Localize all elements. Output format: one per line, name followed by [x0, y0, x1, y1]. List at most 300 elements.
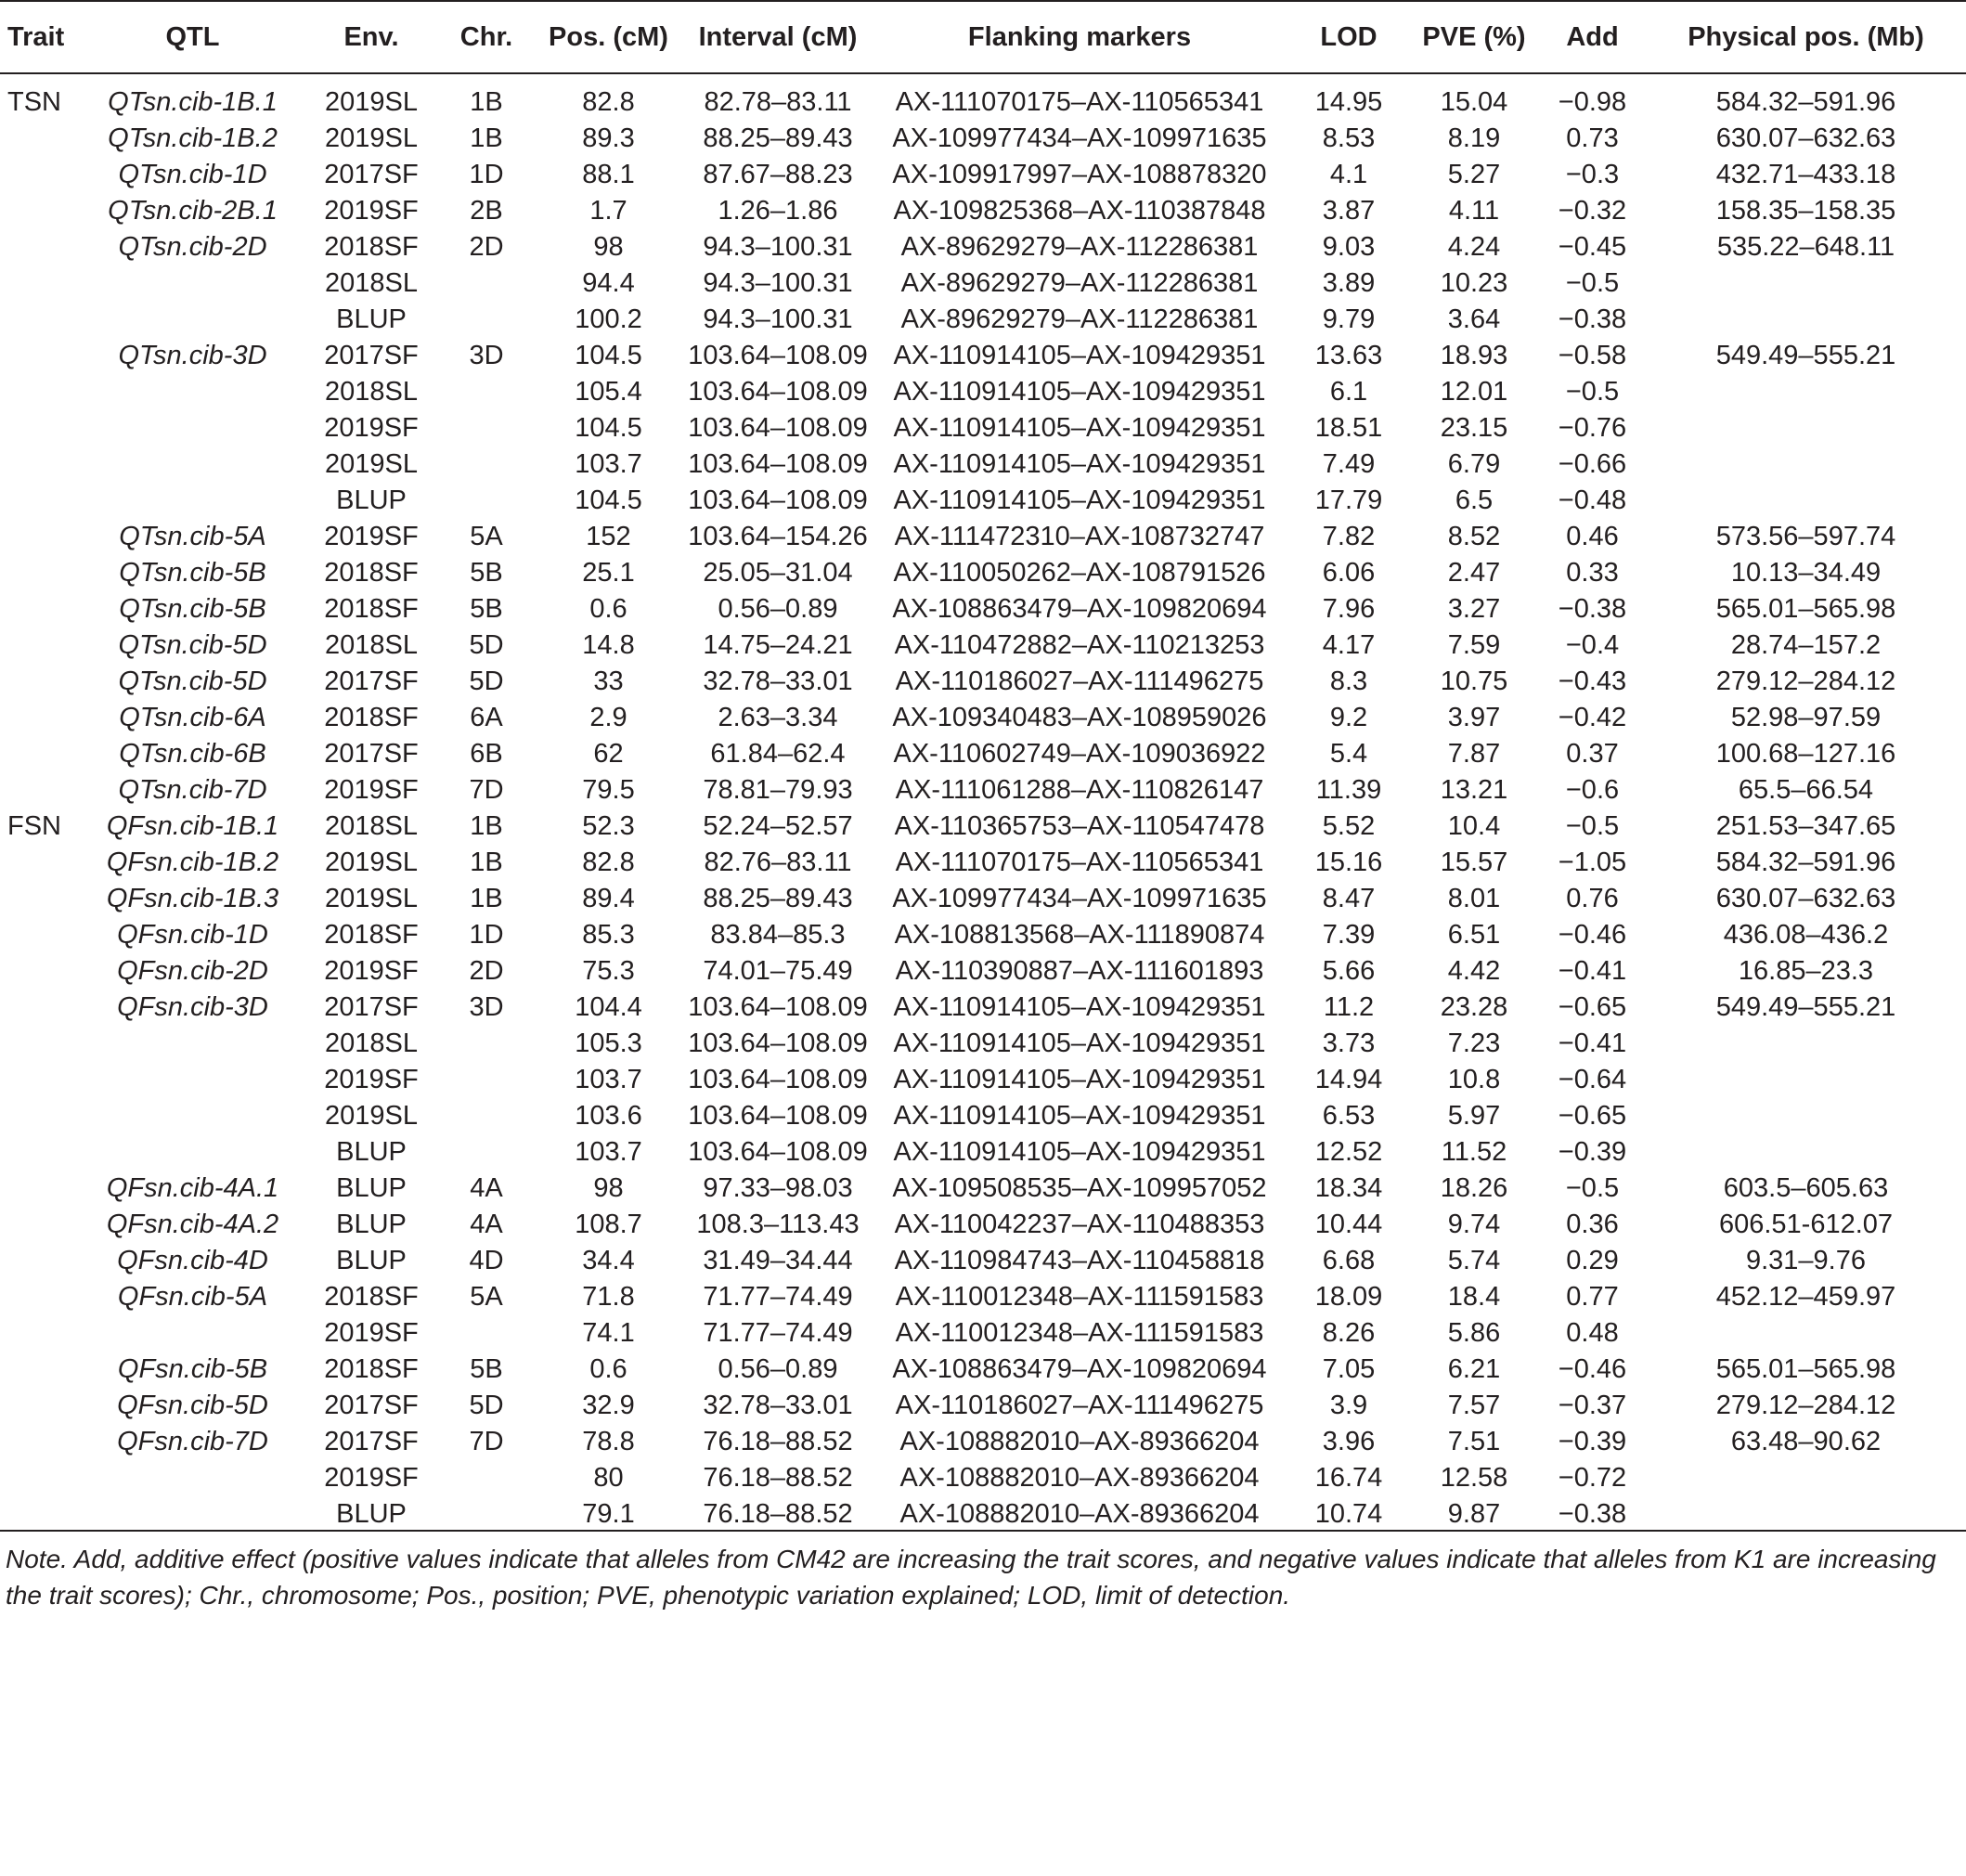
table-row — [0, 1276, 1966, 1313]
pve-cell: 3.27 — [1447, 594, 1501, 624]
chr-cell: 1D — [469, 160, 504, 189]
env-cell: 2019SF — [324, 1318, 419, 1348]
physical-pos-cell: 63.48–90.62 — [1730, 1427, 1882, 1456]
env-cell: BLUP — [336, 1137, 407, 1167]
interval-cell: 88.25–89.43 — [703, 123, 853, 153]
chr-cell: 1B — [470, 123, 503, 153]
lod-cell: 9.2 — [1329, 703, 1368, 732]
flanking-markers-cell: AX-110186027–AX-111496275 — [895, 666, 1264, 696]
add-cell: −0.39 — [1558, 1137, 1627, 1167]
pos-cell: 103.7 — [575, 1137, 642, 1167]
table-row — [0, 1168, 1966, 1204]
interval-cell: 88.25–89.43 — [703, 884, 853, 913]
add-cell: −0.46 — [1558, 1354, 1627, 1384]
physical-pos-cell — [1646, 444, 1966, 480]
pos-cell: 105.4 — [575, 377, 642, 407]
qtl-cell — [84, 444, 302, 480]
flanking-markers-cell: AX-89629279–AX-112286381 — [900, 304, 1259, 334]
lod-cell: 9.79 — [1322, 304, 1376, 334]
chr-cell: 1D — [469, 920, 504, 950]
physical-pos-cell: 251.53–347.65 — [1715, 811, 1896, 841]
pos-cell: 79.1 — [532, 1494, 685, 1531]
pos-cell: 0.6 — [589, 594, 627, 624]
table-row — [0, 1385, 1966, 1421]
physical-pos-cell: 565.01–565.98 — [1715, 1354, 1896, 1384]
qtl-cell: QFsn.cib-4A.2 — [106, 1210, 279, 1239]
header-physical-pos: Physical pos. (Mb) — [1646, 1, 1966, 73]
pos-cell: 71.8 — [582, 1282, 635, 1312]
pos-cell: 89.4 — [582, 884, 635, 913]
qtl-cell: QTsn.cib-5B — [119, 594, 266, 624]
table-row — [0, 335, 1966, 371]
trait-cell — [0, 625, 84, 661]
flanking-markers-cell: AX-110914105–AX-109429351 — [893, 992, 1266, 1022]
flanking-markers-cell: AX-110012348–AX-111591583 — [895, 1318, 1264, 1348]
interval-cell: 0.56–0.89 — [718, 594, 838, 624]
header-trait: Trait — [0, 1, 84, 73]
physical-pos-cell — [1646, 1095, 1966, 1132]
physical-pos-cell: 606.51-612.07 — [1718, 1210, 1894, 1239]
flanking-markers-cell: AX-110042237–AX-110488353 — [894, 1210, 1265, 1239]
lod-cell: 7.96 — [1322, 594, 1376, 624]
env-cell: 2019SF — [324, 1065, 419, 1094]
env-cell: 2019SF — [324, 1463, 419, 1493]
pve-cell: 4.24 — [1447, 232, 1501, 262]
physical-pos-cell — [1646, 1313, 1966, 1349]
table-row — [0, 1023, 1966, 1059]
env-cell: 2017SF — [324, 341, 419, 370]
trait-cell — [0, 335, 84, 371]
lod-cell: 5.52 — [1322, 811, 1376, 841]
lod-cell: 5.4 — [1329, 739, 1368, 769]
table-row — [0, 299, 1966, 335]
qtl-cell: QFsn.cib-5B — [117, 1354, 268, 1384]
trait-cell — [0, 697, 84, 733]
flanking-markers-cell: AX-111070175–AX-110565341 — [895, 87, 1264, 117]
physical-pos-cell: 52.98–97.59 — [1730, 703, 1882, 732]
chr-cell — [441, 1132, 532, 1168]
lod-cell: 4.1 — [1329, 160, 1368, 189]
interval-cell: 31.49–34.44 — [703, 1246, 853, 1275]
chr-cell: 3D — [469, 341, 504, 370]
flanking-markers-cell: AX-110050262–AX-108791526 — [893, 558, 1266, 588]
flanking-markers-cell: AX-110602749–AX-109036922 — [893, 739, 1266, 769]
header-flanking-markers: Flanking markers — [871, 1, 1288, 73]
interval-cell: 108.3–113.43 — [696, 1210, 860, 1239]
chr-cell — [441, 480, 532, 516]
interval-cell: 103.64–154.26 — [688, 522, 868, 551]
chr-cell — [441, 371, 532, 408]
env-cell: 2018SL — [325, 377, 418, 407]
trait-cell — [0, 299, 84, 335]
env-cell: 2019SF — [324, 413, 419, 443]
chr-cell: 5B — [470, 1354, 503, 1384]
add-cell: 0.73 — [1566, 123, 1619, 153]
pve-cell: 8.01 — [1447, 884, 1501, 913]
table-row — [0, 154, 1966, 190]
physical-pos-cell: 10.13–34.49 — [1730, 558, 1882, 588]
trait-cell — [0, 1421, 84, 1457]
physical-pos-cell: 549.49–555.21 — [1715, 341, 1896, 370]
chr-cell: 2D — [469, 232, 504, 262]
pve-cell: 5.97 — [1447, 1101, 1501, 1131]
trait-cell — [0, 516, 84, 552]
trait-cell — [0, 1349, 84, 1385]
table-row — [0, 770, 1966, 806]
flanking-markers-cell: AX-110914105–AX-109429351 — [893, 1029, 1266, 1058]
table-row — [0, 1059, 1966, 1095]
table-row — [0, 444, 1966, 480]
interval-cell: 61.84–62.4 — [710, 739, 846, 769]
lod-cell: 8.3 — [1329, 666, 1368, 696]
qtl-cell: QFsn.cib-4A.1 — [106, 1173, 279, 1203]
qtl-cell — [84, 299, 302, 335]
flanking-markers-cell: AX-108863479–AX-109820694 — [892, 1354, 1267, 1384]
env-cell: BLUP — [336, 1173, 407, 1203]
env-cell: 2019SL — [325, 884, 418, 913]
qtl-cell — [84, 1457, 302, 1494]
env-cell: 2019SF — [324, 956, 419, 986]
table-row — [0, 73, 1966, 118]
flanking-markers-cell: AX-111070175–AX-110565341 — [895, 847, 1264, 877]
table-row — [0, 1457, 1966, 1494]
table-row — [0, 987, 1966, 1023]
physical-pos-cell — [1646, 299, 1966, 335]
pve-cell: 4.11 — [1448, 196, 1500, 226]
pve-cell: 2.47 — [1447, 558, 1501, 588]
interval-cell: 76.18–88.52 — [703, 1463, 853, 1493]
trait-cell — [0, 842, 84, 878]
add-cell: −0.72 — [1558, 1463, 1627, 1493]
interval-cell: 2.63–3.34 — [718, 703, 838, 732]
pve-cell: 11.52 — [1441, 1137, 1507, 1167]
add-cell: 0.37 — [1566, 739, 1619, 769]
chr-cell — [441, 1095, 532, 1132]
chr-cell — [441, 1023, 532, 1059]
interval-cell: 0.56–0.89 — [718, 1354, 838, 1384]
env-cell: 2019SL — [325, 123, 418, 153]
qtl-cell: QTsn.cib-1B.2 — [108, 123, 278, 153]
interval-cell: 14.75–24.21 — [703, 630, 853, 660]
pve-cell: 9.87 — [1409, 1494, 1539, 1531]
flanking-markers-cell: AX-110914105–AX-109429351 — [893, 485, 1266, 515]
pve-cell: 15.57 — [1440, 847, 1508, 877]
lod-cell: 7.82 — [1322, 522, 1376, 551]
add-cell: −0.3 — [1565, 160, 1620, 189]
trait-cell — [0, 1095, 84, 1132]
pos-cell: 0.6 — [589, 1354, 627, 1384]
add-cell: −0.76 — [1558, 413, 1627, 443]
chr-cell — [441, 1494, 532, 1531]
add-cell: −0.46 — [1558, 920, 1627, 950]
add-cell: −0.48 — [1558, 485, 1627, 515]
trait-cell — [0, 444, 84, 480]
qtl-cell: QTsn.cib-2D — [118, 232, 267, 262]
flanking-markers-cell: AX-110914105–AX-109429351 — [893, 1137, 1266, 1167]
qtl-cell: QFsn.cib-7D — [117, 1427, 268, 1456]
flanking-markers-cell: AX-108882010–AX-89366204 — [871, 1494, 1288, 1531]
lod-cell: 11.39 — [1315, 775, 1382, 805]
qtl-cell — [84, 1023, 302, 1059]
add-cell: 0.33 — [1566, 558, 1619, 588]
chr-cell: 7D — [469, 775, 504, 805]
interval-cell: 103.64–108.09 — [688, 341, 868, 370]
lod-cell: 18.09 — [1314, 1282, 1383, 1312]
chr-cell — [441, 1457, 532, 1494]
env-cell: 2018SF — [324, 1354, 419, 1384]
env-cell: BLUP — [336, 485, 407, 515]
chr-cell: 1B — [470, 811, 503, 841]
env-cell: 2017SF — [324, 992, 419, 1022]
pos-cell: 104.5 — [575, 341, 642, 370]
physical-pos-cell: 432.71–433.18 — [1715, 160, 1896, 189]
lod-cell: 7.05 — [1322, 1354, 1376, 1384]
pos-cell: 80 — [593, 1463, 624, 1493]
physical-pos-cell — [1646, 1059, 1966, 1095]
lod-cell: 3.96 — [1322, 1427, 1376, 1456]
trait-cell — [0, 878, 84, 914]
physical-pos-cell: 565.01–565.98 — [1715, 594, 1896, 624]
table-row — [0, 1313, 1966, 1349]
pve-cell: 6.5 — [1455, 485, 1494, 515]
trait-cell — [0, 480, 84, 516]
pos-cell: 104.5 — [575, 413, 642, 443]
flanking-markers-cell: AX-108882010–AX-89366204 — [899, 1427, 1260, 1456]
trait-cell — [0, 1059, 84, 1095]
trait-cell — [0, 1276, 84, 1313]
lod-cell: 10.74 — [1288, 1494, 1409, 1531]
header-add: Add — [1539, 1, 1646, 73]
lod-cell: 6.06 — [1322, 558, 1376, 588]
pos-cell: 98 — [593, 232, 624, 262]
pve-cell: 15.04 — [1440, 87, 1508, 117]
table-row — [0, 1132, 1966, 1168]
qtl-cell: QTsn.cib-3D — [118, 341, 267, 370]
chr-cell: 4A — [470, 1210, 503, 1239]
pve-cell: 10.75 — [1440, 666, 1508, 696]
pve-cell: 10.8 — [1447, 1065, 1501, 1094]
trait-cell — [0, 1385, 84, 1421]
trait-cell — [0, 1494, 84, 1531]
add-cell: −0.65 — [1558, 992, 1627, 1022]
table-body — [0, 73, 1966, 1531]
add-cell: 0.29 — [1566, 1246, 1619, 1275]
env-cell: 2017SF — [324, 739, 419, 769]
qtl-cell: QFsn.cib-1B.1 — [106, 811, 279, 841]
interval-cell: 103.64–108.09 — [688, 413, 868, 443]
pve-cell: 4.42 — [1447, 956, 1501, 986]
flanking-markers-cell: AX-109977434–AX-109971635 — [892, 884, 1267, 913]
table-row — [0, 806, 1966, 842]
pve-cell: 8.52 — [1447, 522, 1501, 551]
interval-cell: 76.18–88.52 — [685, 1494, 871, 1531]
chr-cell: 5D — [469, 630, 504, 660]
trait-cell — [0, 1457, 84, 1494]
table-row — [0, 625, 1966, 661]
add-cell: −0.66 — [1558, 449, 1627, 479]
trait-cell: TSN — [7, 87, 61, 117]
pos-cell: 152 — [586, 522, 631, 551]
pve-cell: 6.79 — [1447, 449, 1501, 479]
add-cell: −0.32 — [1558, 196, 1627, 226]
interval-cell: 97.33–98.03 — [703, 1173, 853, 1203]
flanking-markers-cell: AX-108882010–AX-89366204 — [899, 1463, 1260, 1493]
interval-cell: 32.78–33.01 — [703, 1391, 853, 1420]
qtl-cell: QFsn.cib-5A — [117, 1282, 268, 1312]
env-cell: 2018SF — [324, 1282, 419, 1312]
flanking-markers-cell: AX-110365753–AX-110547478 — [894, 811, 1265, 841]
pos-cell: 103.7 — [575, 449, 642, 479]
table-row — [0, 661, 1966, 697]
add-cell: −0.5 — [1565, 811, 1620, 841]
add-cell: −0.38 — [1558, 304, 1627, 334]
chr-cell — [441, 263, 532, 299]
physical-pos-cell: 28.74–157.2 — [1730, 630, 1882, 660]
flanking-markers-cell: AX-110914105–AX-109429351 — [893, 1101, 1266, 1131]
pve-cell: 7.51 — [1447, 1427, 1501, 1456]
pve-cell: 10.23 — [1440, 268, 1508, 298]
interval-cell: 71.77–74.49 — [703, 1318, 853, 1348]
table-row — [0, 1204, 1966, 1240]
interval-cell: 76.18–88.52 — [703, 1427, 853, 1456]
lod-cell: 3.87 — [1322, 196, 1376, 226]
pos-cell: 82.8 — [582, 847, 635, 877]
pve-cell: 23.28 — [1440, 992, 1508, 1022]
pve-cell: 12.01 — [1440, 377, 1508, 407]
pos-cell: 103.6 — [575, 1101, 642, 1131]
pos-cell: 1.7 — [589, 196, 627, 226]
interval-cell: 103.64–108.09 — [688, 992, 868, 1022]
chr-cell — [441, 444, 532, 480]
interval-cell: 94.3–100.31 — [703, 268, 853, 298]
add-cell: −0.41 — [1558, 1029, 1627, 1058]
pos-cell: 14.8 — [582, 630, 635, 660]
flanking-markers-cell: AX-110472882–AX-110213253 — [894, 630, 1265, 660]
interval-cell: 103.64–108.09 — [688, 1137, 868, 1167]
flanking-markers-cell: AX-110984743–AX-110458818 — [894, 1246, 1265, 1275]
qtl-cell — [84, 371, 302, 408]
qtl-cell — [84, 1132, 302, 1168]
pos-cell: 108.7 — [575, 1210, 642, 1239]
pos-cell: 82.8 — [582, 87, 635, 117]
flanking-markers-cell: AX-109977434–AX-109971635 — [892, 123, 1267, 153]
trait-cell — [0, 1204, 84, 1240]
qtl-cell: QFsn.cib-1B.3 — [106, 884, 279, 913]
chr-cell: 5D — [469, 1391, 504, 1420]
chr-cell — [441, 1059, 532, 1095]
interval-cell: 74.01–75.49 — [703, 956, 853, 986]
qtl-cell: QTsn.cib-5A — [119, 522, 266, 551]
interval-cell: 82.78–83.11 — [704, 87, 852, 117]
lod-cell: 14.95 — [1314, 87, 1383, 117]
pos-cell: 62 — [593, 739, 624, 769]
flanking-markers-cell: AX-108863479–AX-109820694 — [892, 594, 1267, 624]
pos-cell: 100.2 — [575, 304, 642, 334]
pos-cell: 105.3 — [575, 1029, 642, 1058]
lod-cell: 3.73 — [1322, 1029, 1376, 1058]
interval-cell: 87.67–88.23 — [703, 160, 853, 189]
lod-cell: 6.68 — [1322, 1246, 1376, 1275]
env-cell: 2019SL — [325, 449, 418, 479]
interval-cell: 94.3–100.31 — [703, 304, 853, 334]
trait-cell — [0, 987, 84, 1023]
pos-cell: 2.9 — [589, 703, 627, 732]
interval-cell: 103.64–108.09 — [688, 1029, 868, 1058]
interval-cell: 103.64–108.09 — [688, 1101, 868, 1131]
physical-pos-cell: 584.32–591.96 — [1715, 847, 1896, 877]
qtl-cell — [84, 408, 302, 444]
chr-cell: 4D — [469, 1246, 504, 1275]
add-cell: −0.38 — [1539, 1494, 1646, 1531]
flanking-markers-cell: AX-110914105–AX-109429351 — [893, 1065, 1266, 1094]
flanking-markers-cell: AX-110914105–AX-109429351 — [893, 449, 1266, 479]
pos-cell: 75.3 — [582, 956, 635, 986]
lod-cell: 6.1 — [1329, 377, 1368, 407]
table-row — [0, 552, 1966, 589]
trait-cell: FSN — [7, 811, 61, 841]
trait-cell — [0, 770, 84, 806]
interval-cell: 82.76–83.11 — [704, 847, 852, 877]
flanking-markers-cell: AX-110390887–AX-111601893 — [895, 956, 1264, 986]
lod-cell: 7.49 — [1322, 449, 1376, 479]
table-row — [0, 951, 1966, 987]
chr-cell: 2D — [469, 956, 504, 986]
flanking-markers-cell: AX-110914105–AX-109429351 — [893, 377, 1266, 407]
interval-cell: 94.3–100.31 — [703, 232, 853, 262]
qtl-cell — [84, 480, 302, 516]
physical-pos-cell — [1646, 408, 1966, 444]
add-cell: −0.37 — [1558, 1391, 1627, 1420]
env-cell: 2018SF — [324, 232, 419, 262]
physical-pos-cell — [1646, 263, 1966, 299]
qtl-cell — [84, 1095, 302, 1132]
env-cell: 2019SL — [325, 87, 418, 117]
flanking-markers-cell: AX-110012348–AX-111591583 — [895, 1282, 1264, 1312]
add-cell: 0.48 — [1566, 1318, 1619, 1348]
lod-cell: 10.44 — [1314, 1210, 1383, 1239]
pos-cell: 34.4 — [582, 1246, 635, 1275]
qtl-cell: QTsn.cib-7D — [118, 775, 267, 805]
flanking-markers-cell: AX-109917997–AX-108878320 — [892, 160, 1267, 189]
qtl-cell: QFsn.cib-4D — [117, 1246, 268, 1275]
chr-cell: 7D — [469, 1427, 504, 1456]
table-row — [0, 408, 1966, 444]
add-cell: −0.41 — [1558, 956, 1627, 986]
chr-cell: 1B — [470, 87, 503, 117]
pos-cell: 88.1 — [582, 160, 635, 189]
interval-cell: 25.05–31.04 — [703, 558, 853, 588]
env-cell: 2019SL — [325, 847, 418, 877]
chr-cell: 6B — [470, 739, 503, 769]
pos-cell: 98 — [593, 1173, 624, 1203]
pve-cell: 9.74 — [1447, 1210, 1501, 1239]
trait-cell — [0, 914, 84, 951]
add-cell: −1.05 — [1558, 847, 1627, 877]
env-cell: 2018SL — [325, 268, 418, 298]
add-cell: −0.4 — [1565, 630, 1620, 660]
add-cell: −0.38 — [1558, 594, 1627, 624]
trait-cell — [0, 733, 84, 770]
lod-cell: 17.79 — [1314, 485, 1383, 515]
env-cell: BLUP — [336, 304, 407, 334]
trait-cell — [0, 371, 84, 408]
env-cell: 2018SF — [324, 920, 419, 950]
env-cell: 2017SF — [324, 160, 419, 189]
table-row — [0, 697, 1966, 733]
add-cell: −0.5 — [1565, 377, 1620, 407]
pve-cell: 3.97 — [1447, 703, 1501, 732]
env-cell: 2018SF — [324, 594, 419, 624]
